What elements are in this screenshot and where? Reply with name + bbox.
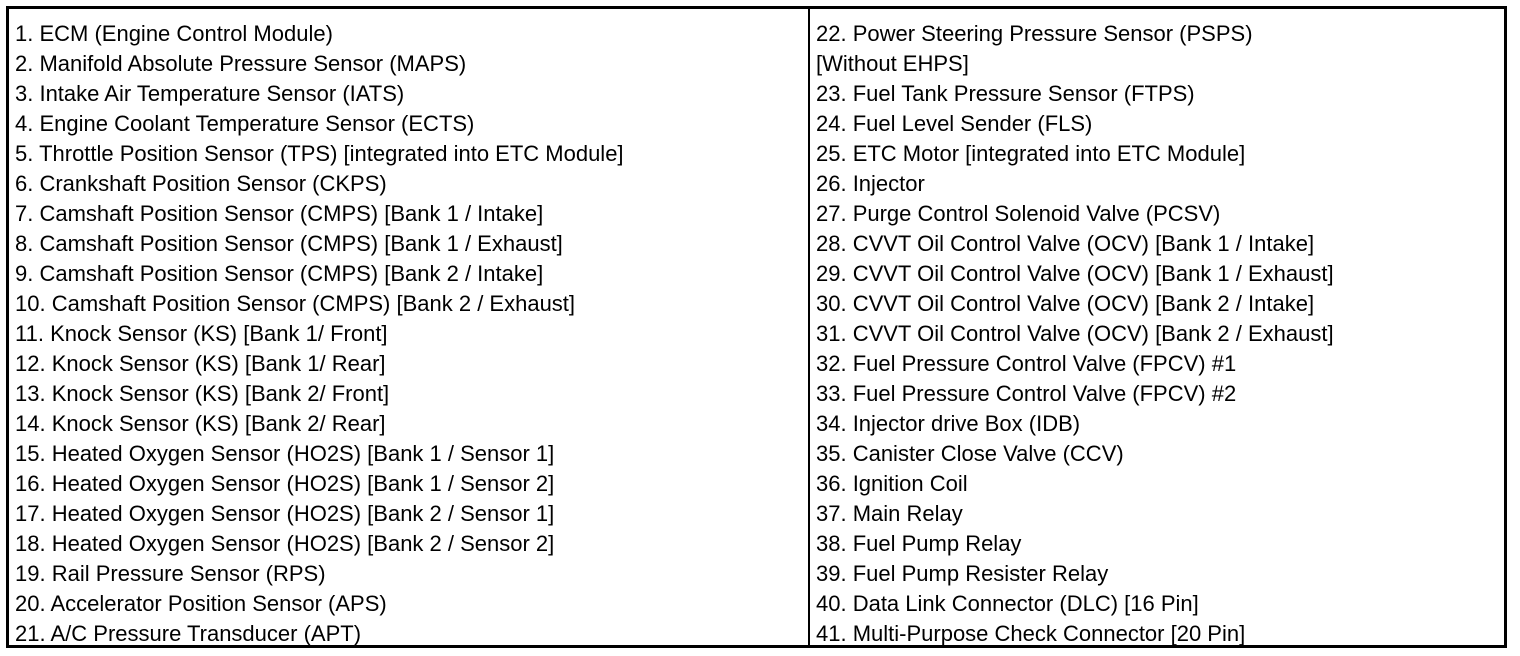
legend-item: 10. Camshaft Position Sensor (CMPS) [Bank 2 / Exhaust] bbox=[15, 291, 576, 316]
legend-item: 2. Manifold Absolute Pressure Sensor (MAPS) bbox=[15, 51, 467, 76]
legend-item: 4. Engine Coolant Temperature Sensor (ECTS) bbox=[15, 111, 475, 136]
legend-item: 34. Injector drive Box (IDB) bbox=[816, 411, 1081, 436]
legend-item: 17. Heated Oxygen Sensor (HO2S) [Bank 2 / Sensor 1] bbox=[15, 501, 555, 526]
legend-item: 28. CVVT Oil Control Valve (OCV) [Bank 1 / Intake] bbox=[816, 231, 1315, 256]
legend-item: 21. A/C Pressure Transducer (APT) bbox=[15, 621, 362, 646]
component-legend-table bbox=[6, 6, 1507, 648]
legend-item: 36. Ignition Coil bbox=[816, 471, 968, 496]
legend-item: 6. Crankshaft Position Sensor (CKPS) bbox=[15, 171, 387, 196]
legend-item: 40. Data Link Connector (DLC) [16 Pin] bbox=[816, 591, 1199, 616]
legend-item: 27. Purge Control Solenoid Valve (PCSV) bbox=[816, 201, 1221, 226]
legend-item: 26. Injector bbox=[816, 171, 925, 196]
legend-item: 30. CVVT Oil Control Valve (OCV) [Bank 2 / Intake] bbox=[816, 291, 1315, 316]
legend-item: 18. Heated Oxygen Sensor (HO2S) [Bank 2 / Sensor 2] bbox=[15, 531, 555, 556]
legend-item: 25. ETC Motor [integrated into ETC Module] bbox=[816, 141, 1246, 166]
legend-item: 38. Fuel Pump Relay bbox=[816, 531, 1022, 556]
legend-item: 16. Heated Oxygen Sensor (HO2S) [Bank 1 / Sensor 2] bbox=[15, 471, 555, 496]
legend-item: 8. Camshaft Position Sensor (CMPS) [Bank 1 / Exhaust] bbox=[15, 231, 563, 256]
legend-item: 24. Fuel Level Sender (FLS) bbox=[816, 111, 1093, 136]
legend-item: 9. Camshaft Position Sensor (CMPS) [Bank 2 / Intake] bbox=[15, 261, 544, 286]
legend-item: 13. Knock Sensor (KS) [Bank 2/ Front] bbox=[15, 381, 390, 406]
legend-item: [Without EHPS] bbox=[816, 51, 969, 76]
legend-right-column bbox=[810, 9, 1504, 645]
legend-item: 35. Canister Close Valve (CCV) bbox=[816, 441, 1124, 466]
legend-item: 11. Knock Sensor (KS) [Bank 1/ Front] bbox=[15, 321, 388, 346]
legend-item: 39. Fuel Pump Resister Relay bbox=[816, 561, 1109, 586]
legend-item: 33. Fuel Pressure Control Valve (FPCV) #2 bbox=[816, 381, 1237, 406]
legend-item: 37. Main Relay bbox=[816, 501, 963, 526]
legend-left-column bbox=[9, 9, 810, 645]
legend-item: 1. ECM (Engine Control Module) bbox=[15, 21, 333, 46]
legend-item: 19. Rail Pressure Sensor (RPS) bbox=[15, 561, 326, 586]
legend-item: 7. Camshaft Position Sensor (CMPS) [Bank 1 / Intake] bbox=[15, 201, 544, 226]
legend-item: 32. Fuel Pressure Control Valve (FPCV) #1 bbox=[816, 351, 1237, 376]
legend-item: 15. Heated Oxygen Sensor (HO2S) [Bank 1 / Sensor 1] bbox=[15, 441, 555, 466]
legend-item: 5. Throttle Position Sensor (TPS) [integrated into ETC Module] bbox=[15, 141, 624, 166]
legend-item: 31. CVVT Oil Control Valve (OCV) [Bank 2 / Exhaust] bbox=[816, 321, 1334, 346]
legend-item: 29. CVVT Oil Control Valve (OCV) [Bank 1 / Exhaust] bbox=[816, 261, 1334, 286]
legend-item: 12. Knock Sensor (KS) [Bank 1/ Rear] bbox=[15, 351, 386, 376]
legend-item: 22. Power Steering Pressure Sensor (PSPS) bbox=[816, 21, 1253, 46]
legend-item: 23. Fuel Tank Pressure Sensor (FTPS) bbox=[816, 81, 1195, 106]
legend-item: 20. Accelerator Position Sensor (APS) bbox=[15, 591, 387, 616]
legend-item: 41. Multi-Purpose Check Connector [20 Pin] bbox=[816, 621, 1246, 646]
legend-item: 14. Knock Sensor (KS) [Bank 2/ Rear] bbox=[15, 411, 386, 436]
legend-item: 3. Intake Air Temperature Sensor (IATS) bbox=[15, 81, 405, 106]
